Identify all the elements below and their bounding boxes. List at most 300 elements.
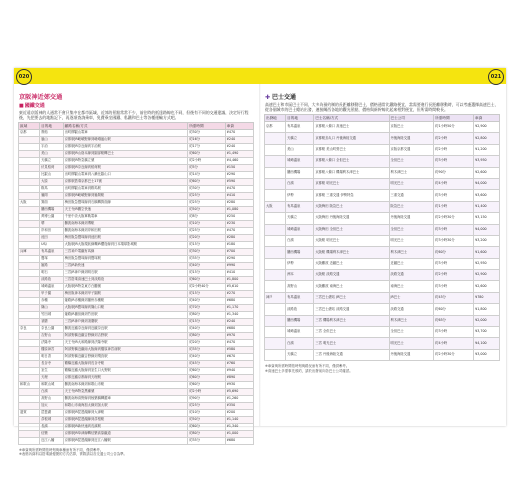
table-cell: 宇治: [40, 144, 64, 151]
table-cell: [19, 284, 40, 291]
table-cell: 室生: [40, 368, 64, 375]
table-cell: 奈良: [19, 326, 40, 333]
table-cell: [19, 431, 40, 438]
table-cell: 三宮JR神戶線到明石駅: [63, 270, 188, 277]
table-cell: [265, 133, 286, 144]
table-cell: 京阪京都交通: [389, 144, 434, 155]
table-cell: 約15分: [188, 270, 226, 277]
table-row: [19, 137, 254, 144]
table-cell: ¥2,600: [474, 281, 500, 292]
table-cell: 城崎溫泉: [286, 327, 314, 338]
bus-table-body: [265, 122, 500, 361]
table-cell: ¥250: [225, 214, 253, 221]
table-cell: 京都駅JR琵琶湖線到近江八幡駅: [63, 438, 188, 445]
table-row: [19, 242, 254, 249]
table-cell: 大阪難波 南海巴士: [314, 281, 389, 292]
table-cell: 三重交通: [389, 190, 434, 201]
table-cell: 約25分: [188, 403, 226, 410]
table-cell: 京都駅JR特急橋立號: [63, 158, 188, 165]
column-header: 巴士公司: [389, 115, 434, 122]
table-cell: 竹田城: [40, 312, 64, 319]
table-row: [19, 396, 254, 403]
table-cell: [19, 228, 40, 235]
table-cell: 有馬溫泉: [286, 201, 314, 212]
table-cell: 吉野山: [40, 333, 64, 340]
table-cell: ¥1,800: [474, 304, 500, 315]
table-cell: 利木津巴士: [389, 315, 434, 326]
right-header-band: [260, 68, 506, 84]
left-section-label: 國鐵交通: [24, 103, 45, 109]
table-cell: 梅田阪神本線到甲子園駅: [63, 291, 188, 298]
table-row: [265, 190, 500, 201]
table-cell: 比叡山: [40, 172, 64, 179]
table-cell: 關西機場: [286, 247, 314, 258]
table-cell: [19, 347, 40, 354]
table-cell: [265, 338, 286, 349]
table-cell: 約50分: [188, 417, 226, 424]
table-cell: 大阪梅田 丹後海陸交通: [314, 213, 389, 224]
table-cell: ¥4,460: [225, 158, 253, 165]
table-row: [19, 424, 254, 431]
table-cell: 難波近鐵奈良線到近鐵奈良駅: [63, 326, 188, 333]
table-row: [19, 431, 254, 438]
table-cell: 京都駅八條口 高速巴士: [314, 122, 389, 133]
table-cell: 岸和田: [40, 228, 64, 235]
table-cell: 白濱: [286, 338, 314, 349]
bus-transport-table: [264, 114, 500, 361]
table-cell: 約35分: [188, 256, 226, 263]
table-cell: 約80分: [188, 431, 226, 438]
table-cell: 約60分: [188, 277, 226, 284]
table-cell: 白濱: [40, 389, 64, 396]
table-cell: 梅田阪急寶塚線到池田駅: [63, 235, 188, 242]
table-row: [265, 281, 500, 292]
table-cell: 近鐵巴士: [389, 258, 434, 269]
table-cell: [19, 396, 40, 403]
table-cell: 京都駅八條口 機場利木津巴士: [314, 167, 389, 178]
table-cell: ¥2,900: [474, 270, 500, 281]
table-cell: 近江八幡: [40, 438, 64, 445]
table-cell: [19, 242, 40, 249]
table-cell: ¥2,600: [474, 167, 500, 178]
column-header: 巴士名稱/方式: [314, 115, 389, 122]
table-cell: 明石: [40, 270, 64, 277]
table-row: [19, 193, 254, 200]
table-cell: 京都駅 明光巴士: [314, 178, 389, 189]
table-cell: ¥4,000: [474, 178, 500, 189]
table-cell: 篠山: [40, 305, 64, 312]
table-cell: [19, 256, 40, 263]
table-cell: ¥1,340: [225, 312, 253, 319]
table-cell: ¥590: [225, 179, 253, 186]
table-cell: [19, 375, 40, 382]
table-cell: 姬路: [40, 263, 64, 270]
column-header: 鐵路名稱/方式: [63, 123, 188, 130]
table-cell: 大阪駅 明光巴士: [314, 235, 389, 246]
table-cell: 出町柳叡山電車到八瀨比叡山口: [63, 172, 188, 179]
table-row: [265, 133, 500, 144]
table-cell: 高野山: [40, 396, 64, 403]
table-cell: ¥230: [225, 221, 253, 228]
table-cell: 約45分: [434, 292, 474, 303]
table-cell: ¥670: [225, 354, 253, 361]
table-row: [265, 178, 500, 189]
table-row: [265, 167, 500, 178]
table-cell: 大阪駅JR大阪環狀線轉JR櫻島線到日本環球影城駅: [63, 242, 188, 249]
table-cell: [265, 156, 286, 167]
table-row: [19, 333, 254, 340]
table-cell: 京都駅 三重交通 伊勢特急: [314, 190, 389, 201]
table-cell: 鞍馬: [40, 186, 64, 193]
table-cell: 約3小時: [434, 281, 474, 292]
table-cell: 甲子園: [40, 291, 64, 298]
table-row: [19, 347, 254, 354]
table-cell: ¥1,260: [225, 396, 253, 403]
table-row: [19, 438, 254, 445]
table-cell: [19, 214, 40, 221]
table-row: [19, 368, 254, 375]
table-cell: [19, 319, 40, 326]
table-row: [265, 338, 500, 349]
table-cell: 難波南海本線到堺駅: [63, 221, 188, 228]
right-title-label: 巴士交通: [272, 94, 297, 101]
table-cell: 約3小時: [434, 190, 474, 201]
table-cell: 淡路島: [40, 277, 64, 284]
table-cell: 約15分: [188, 319, 226, 326]
table-cell: [19, 354, 40, 361]
table-cell: 京都駅JR山陰本線到園部駅轉巴士: [63, 151, 188, 158]
table-cell: 京都駅八條口 全但巴士: [314, 156, 389, 167]
table-cell: [265, 258, 286, 269]
table-cell: ¥700: [225, 249, 253, 256]
table-cell: [19, 193, 40, 200]
table-cell: 約2小時: [188, 389, 226, 396]
table-cell: [265, 167, 286, 178]
table-cell: 三宮巴士總站 JR巴士: [314, 292, 389, 303]
table-cell: 大阪駅 淡路交通: [314, 270, 389, 281]
table-cell: 高野山: [286, 281, 314, 292]
table-row: [265, 315, 500, 326]
table-row: [19, 340, 254, 347]
right-footnote: ※車資與所需時間依時刻與路況而有所不同，僅供參考。 ※高速巴士多需事先預約，請於出發前向各巴士公司確認。: [265, 364, 353, 373]
table-cell: ¥1,600: [474, 247, 500, 258]
table-cell: 出町柳叡山電車: [63, 130, 188, 137]
table-row: [19, 298, 254, 305]
table-cell: ¥2,000: [474, 315, 500, 326]
bus-bullet-icon: ✚: [265, 94, 271, 101]
table-row: [19, 319, 254, 326]
table-cell: 梅田阪急寶塚線到寶塚駅: [63, 256, 188, 263]
table-cell: 約20分: [188, 235, 226, 242]
table-cell: 淡路島: [286, 304, 314, 315]
table-cell: 約10分: [188, 221, 226, 228]
table-row: [19, 382, 254, 389]
table-row: [19, 417, 254, 424]
table-row: [19, 410, 254, 417]
table-cell: 姬路JR赤穗線到播州赤穗駅: [63, 298, 188, 305]
table-cell: 伊勢: [286, 258, 314, 269]
table-cell: ¥1,800: [225, 277, 253, 284]
table-cell: 約25分: [188, 200, 226, 207]
table-cell: 阪急巴士: [389, 201, 434, 212]
table-cell: ¥940: [225, 368, 253, 375]
table-cell: [265, 281, 286, 292]
table-row: [19, 151, 254, 158]
table-cell: 約60分: [188, 382, 226, 389]
table-cell: ¥1,340: [225, 424, 253, 431]
table-cell: 姬路JR播但線到竹田駅: [63, 312, 188, 319]
rail-table-header: [19, 123, 254, 130]
table-cell: [19, 165, 40, 172]
table-cell: 約15分: [188, 291, 226, 298]
table-cell: 天理: [40, 375, 64, 382]
table-row: [265, 213, 500, 224]
table-cell: 寶塚: [40, 256, 64, 263]
table-cell: 約40分: [188, 354, 226, 361]
table-cell: 京都駅 美山町營巴士: [314, 144, 389, 155]
table-row: [265, 224, 500, 235]
table-cell: [19, 368, 40, 375]
table-cell: 有馬溫泉: [286, 122, 314, 133]
table-cell: [19, 151, 40, 158]
table-row: [19, 200, 254, 207]
table-cell: 約35分: [188, 438, 226, 445]
table-cell: ¥680: [225, 326, 253, 333]
table-cell: 梅田阪急寶塚線到石橋轉箕面線: [63, 200, 188, 207]
table-cell: 約10分: [188, 410, 226, 417]
page-fold: [259, 84, 261, 426]
table-cell: 城崎溫泉: [40, 284, 64, 291]
table-cell: 約1小時50分: [434, 122, 474, 133]
table-row: [19, 186, 254, 193]
table-cell: ¥470: [225, 340, 253, 347]
table-cell: [265, 213, 286, 224]
table-cell: 須磨: [40, 319, 64, 326]
table-cell: ¥470: [225, 228, 253, 235]
table-cell: 約60分: [188, 375, 226, 382]
table-row: [19, 130, 254, 137]
table-cell: ¥2,900: [474, 122, 500, 133]
table-row: [19, 326, 254, 333]
table-cell: [19, 158, 40, 165]
table-cell: JR巴士: [389, 292, 434, 303]
table-row: [19, 249, 254, 256]
table-row: [265, 270, 500, 281]
table-cell: [19, 235, 40, 242]
table-row: [265, 201, 500, 212]
table-cell: 三宮JR新快速: [63, 263, 188, 270]
table-cell: 約60分: [188, 424, 226, 431]
table-cell: 洲本: [286, 270, 314, 281]
table-cell: 橿原神宮: [40, 347, 64, 354]
column-header: 車資: [225, 123, 253, 130]
table-cell: ¥290: [225, 172, 253, 179]
table-cell: 大阪: [265, 201, 286, 212]
table-cell: 約70分: [188, 305, 226, 312]
table-cell: 有馬溫泉: [286, 292, 314, 303]
table-cell: 出町柳叡山電車到鞍馬駅: [63, 186, 188, 193]
table-cell: 京都駅JR草津線轉信樂高原鐵道: [63, 431, 188, 438]
table-cell: [19, 403, 40, 410]
table-row: [19, 256, 254, 263]
left-section-heading: [19, 102, 254, 109]
table-cell: [19, 207, 40, 214]
table-cell: 約3小時: [434, 327, 474, 338]
table-cell: 丹後海陸交通: [389, 213, 434, 224]
table-cell: 大阪梅田 阪急巴士: [314, 201, 389, 212]
table-cell: ¥350: [225, 403, 253, 410]
table-cell: 約3小時: [434, 156, 474, 167]
table-cell: 約2小時: [188, 158, 226, 165]
table-cell: 天王寺JR大和路線到法隆寺駅: [63, 340, 188, 347]
table-cell: [265, 235, 286, 246]
table-cell: ¥3,950: [474, 156, 500, 167]
table-cell: 京都: [19, 130, 40, 137]
table-cell: 千里中央大阪單軌電車: [63, 214, 188, 221]
table-cell: 明光巴士: [389, 235, 434, 246]
table-row: [19, 277, 254, 284]
table-cell: 全但巴士: [389, 224, 434, 235]
table-row: [19, 235, 254, 242]
table-cell: [19, 424, 40, 431]
table-cell: 約2小時40分: [188, 284, 226, 291]
table-cell: [265, 315, 286, 326]
table-cell: 琵琶湖: [40, 410, 64, 417]
column-header: 所需時間: [188, 123, 226, 130]
table-row: [19, 291, 254, 298]
table-cell: 大阪駅JR寶塚線到篠山口駅: [63, 305, 188, 312]
table-cell: 三宮搭乘高速巴士到淡路島: [63, 277, 188, 284]
table-cell: [265, 247, 286, 258]
table-cell: 鶴橋近鐵大阪線到室生口大野駅: [63, 368, 188, 375]
table-cell: [19, 263, 40, 270]
table-row: [265, 327, 500, 338]
table-cell: 淡路交通: [389, 304, 434, 315]
table-row: [265, 247, 500, 258]
table-cell: 京都駅搭乘京都巴士17號: [63, 179, 188, 186]
table-cell: 約90分: [434, 167, 474, 178]
table-cell: 有馬溫泉: [40, 249, 64, 256]
table-cell: ¥280: [225, 235, 253, 242]
table-cell: [19, 291, 40, 298]
table-cell: 約2小時: [434, 144, 474, 155]
table-cell: 白濱: [286, 178, 314, 189]
table-cell: 約4小時: [434, 178, 474, 189]
table-cell: 長谷寺: [40, 361, 64, 368]
table-cell: 天橋立: [286, 133, 314, 144]
right-intro: 高速巴士和市區巴士不同，大多為預約制的長距離移動巴士，價格通常比鐵路便宜，當需要進行長距離移動時，可以考慮選擇高速巴士，從各個城市的巴士總站出發，連接關西各地的觀光景點，價格與新幹線比起來相對便宜，但所需時間較長。: [265, 102, 499, 112]
table-cell: 大阪梅田 全但巴士: [314, 224, 389, 235]
table-cell: 鶴橋近鐵大阪線到長谷寺駅: [63, 361, 188, 368]
left-page-title: 京阪神近郊交通: [19, 94, 63, 101]
table-row: [265, 235, 500, 246]
table-cell: 淡路交通: [389, 270, 434, 281]
column-header: 區域: [19, 123, 40, 130]
table-cell: 難波南海本線到岸和田駅: [63, 228, 188, 235]
table-cell: 伏見稻荷: [40, 165, 64, 172]
table-row: [265, 292, 500, 303]
table-cell: 奈良公園: [40, 326, 64, 333]
table-cell: 嵐山: [40, 137, 64, 144]
table-cell: ¥990: [225, 263, 253, 270]
table-cell: [19, 361, 40, 368]
column-header: 車資: [474, 115, 500, 122]
table-cell: 天王寺JR特急黑潮號: [63, 389, 188, 396]
table-cell: 約16分: [188, 137, 226, 144]
table-cell: ¥680: [225, 298, 253, 305]
table-cell: 約65分: [434, 315, 474, 326]
table-cell: 約20分: [188, 340, 226, 347]
table-cell: ¥890: [225, 375, 253, 382]
table-cell: 約45分: [188, 361, 226, 368]
table-cell: 京都近鐵京都線到天理駅: [63, 375, 188, 382]
table-cell: 和歌山市南海加太線到加太駅: [63, 403, 188, 410]
table-cell: USJ: [40, 242, 64, 249]
table-cell: 南海巴士: [389, 281, 434, 292]
table-cell: [19, 389, 40, 396]
table-cell: [19, 417, 40, 424]
table-cell: [265, 304, 286, 315]
column-header: 目的地: [40, 123, 64, 130]
column-header: 出發地: [265, 115, 286, 122]
table-cell: ¥1,490: [225, 151, 253, 158]
table-cell: 約3小時: [434, 224, 474, 235]
table-cell: ¥3,600: [474, 190, 500, 201]
table-row: [19, 361, 254, 368]
table-cell: 大阪駅 機場利木津巴士: [314, 247, 389, 258]
table-cell: [265, 178, 286, 189]
table-row: [19, 375, 254, 382]
table-row: [19, 263, 254, 270]
table-cell: ¥4,100: [474, 338, 500, 349]
table-cell: 阿部野橋近鐵吉野線到飛鳥駅: [63, 354, 188, 361]
table-row: [19, 354, 254, 361]
table-cell: 京都駅JR新快速到長濱駅: [63, 424, 188, 431]
table-row: [19, 158, 254, 165]
table-cell: 約40分: [188, 263, 226, 270]
table-cell: 三宮JR神戶線到須磨駅: [63, 319, 188, 326]
table-cell: 約2小時: [434, 270, 474, 281]
table-row: [19, 172, 254, 179]
table-cell: 三宮巴士總站 淡路交通: [314, 304, 389, 315]
table-cell: 神戶: [265, 292, 286, 303]
table-cell: [265, 224, 286, 235]
left-header-band: [14, 68, 260, 84]
table-cell: 丹後海陸交通: [389, 349, 434, 360]
table-cell: 約2小時30分: [434, 349, 474, 360]
table-cell: 美山: [286, 144, 314, 155]
table-cell: 利木津巴士: [389, 247, 434, 258]
left-intro: 東近遠京阪神的人通常不會只集中在都市區域，近郊的景點常常不少，前往時的抵達路線也不同，但後有不同的交通建議，決定好行程後，先把要去的地點記下，再逐項查詢乘車，免費乘坐國鐵、私鐵和巴士等各種運輸方式吧。: [19, 110, 249, 120]
table-cell: 丹後海陸交通: [389, 133, 434, 144]
table-cell: 萬博公園: [40, 214, 64, 221]
table-cell: [19, 340, 40, 347]
table-cell: [19, 333, 40, 340]
table-row: [19, 305, 254, 312]
table-cell: [19, 172, 40, 179]
table-cell: ¥1,140: [225, 417, 253, 424]
table-row: [19, 165, 254, 172]
table-cell: 約8分: [188, 214, 226, 221]
table-cell: 明日香: [40, 354, 64, 361]
rail-table-body: [19, 130, 254, 445]
left-footnote: ※車資與所需時間依時刻與車種而有所不同，僅供參考。 ※表格內資料以搭乘最便捷的方式估算，實際請以各交通公司公告為準。: [19, 448, 127, 457]
table-cell: 京都駅JR奈良線到稻荷駅: [63, 165, 188, 172]
table-cell: 約2小時30分: [434, 213, 474, 224]
left-page-number: 020: [16, 69, 32, 85]
table-cell: 城崎溫泉: [286, 224, 314, 235]
table-cell: 約35分: [188, 347, 226, 354]
